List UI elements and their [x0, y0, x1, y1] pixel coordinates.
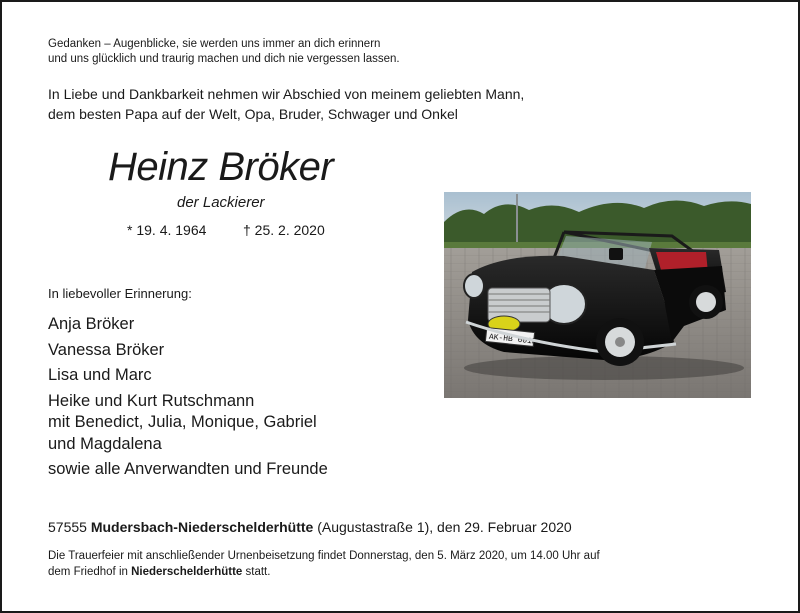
address-and-date: (Augustastraße 1), den 29. Februar 2020 — [317, 519, 572, 535]
cemetery-town: Niederschelderhütte — [131, 566, 243, 578]
quote-line-1: Gedanken – Augenblicke, sie werden uns immer an dich erinnern — [48, 38, 381, 50]
farewell-intro — [48, 84, 524, 124]
deceased-name: Heinz Bröker — [108, 145, 334, 189]
mourner-item: und Magdalena — [48, 434, 162, 453]
mourners-list — [48, 314, 328, 481]
service-line-2 — [48, 564, 600, 580]
deceased-occupation: der Lackierer — [177, 194, 265, 211]
headlight — [464, 274, 484, 298]
car-photo — [444, 192, 751, 398]
lamp-post — [516, 194, 518, 242]
side-mirror — [609, 248, 623, 260]
mourner-item: Anja Bröker — [48, 315, 135, 333]
memorial-quote — [48, 37, 400, 67]
service-line-2-pre: dem Friedhof in — [48, 566, 128, 578]
mourner-item: sowie alle Anverwandten und Freunde — [48, 460, 328, 478]
car-photo-image — [444, 192, 751, 398]
mourner-item: Heike und Kurt Rutschmann — [48, 391, 255, 410]
intro-line-2: dem besten Papa auf der Welt, Opa, Bruder, Schwager und Onkel — [48, 106, 458, 122]
mourner-item: Lisa und Marc — [48, 366, 152, 384]
funeral-service-note — [48, 548, 600, 580]
intro-line-1: In Liebe und Dankbarkeit nehmen wir Abschied von meinem geliebten Mann, — [48, 86, 525, 102]
license-plate-text: AK-HB 601H — [488, 332, 538, 347]
quote-line-2: und uns glücklich und traurig machen und dich nie vergessen lassen. — [48, 53, 400, 65]
town-name: Mudersbach-Niederschelderhütte — [90, 519, 314, 535]
postal-code: 57555 — [48, 519, 87, 535]
remembrance-label: In liebevoller Erinnerung: — [48, 286, 192, 301]
mourner-item: Vanessa Bröker — [48, 340, 165, 359]
place-and-date — [48, 519, 572, 535]
service-line-1: Die Trauerfeier mit anschließender Urnenbeisetzung findet Donnerstag, den 5. März 2020, um 14.00 Uhr auf — [48, 550, 600, 562]
mourner-item: mit Benedict, Julia, Monique, Gabriel — [48, 413, 317, 431]
service-line-2-post: statt. — [245, 566, 271, 578]
birth-date: * 19. 4. 1964 — [127, 222, 207, 238]
death-date: † 25. 2. 2020 — [243, 222, 325, 238]
